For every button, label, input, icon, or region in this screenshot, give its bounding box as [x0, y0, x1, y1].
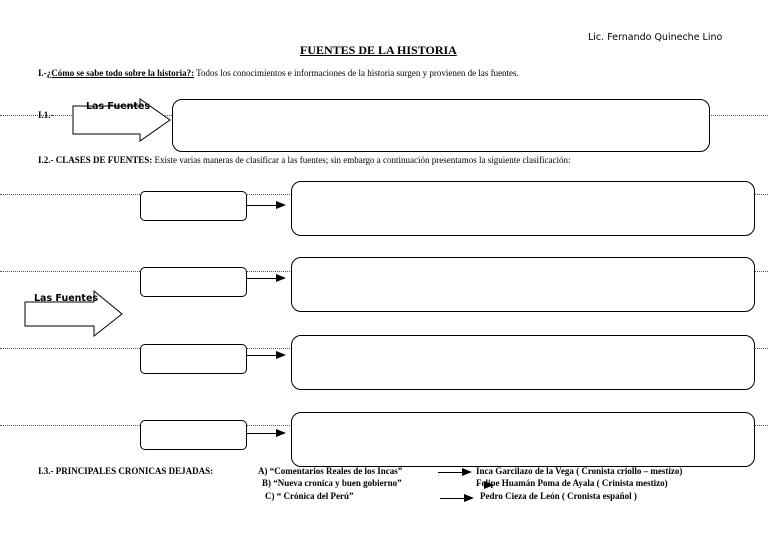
cronica-b-author: Felipe Huamán Poma de Ayala ( Crinista mestizo) — [476, 478, 668, 488]
page-title: FUENTES DE LA HISTORIA — [300, 43, 457, 57]
section-1-text: Todos los conocimientos e informaciones de la historia surgen y provienen de las fuentes. — [194, 68, 519, 78]
cronica-c — [265, 491, 354, 501]
connector-2-head — [276, 274, 286, 282]
class-box-3[interactable] — [140, 344, 247, 374]
section-1-line — [38, 68, 519, 78]
fuentes-arrow-1-label: Las Fuentes — [86, 101, 151, 112]
section-1-question: ¿Cómo se sabe todo sobre la historia?: — [46, 68, 195, 78]
section-1-3-heading-line — [38, 466, 213, 476]
class-box-2[interactable] — [140, 267, 247, 297]
section-1-1-number: I.1.- — [38, 110, 54, 120]
section-1-2-heading: CLASES DE FUENTES: — [55, 155, 153, 165]
cronica-a-title: “Comentarios Reales de los Incas” — [269, 466, 403, 476]
section-1-number: I.- — [38, 68, 47, 78]
fuentes-arrow-2-label: Las Fuentes — [34, 293, 99, 304]
cronica-b-title: “Nueva cronica y buen gobierno” — [273, 478, 402, 488]
class-box-4[interactable] — [140, 420, 247, 450]
connector-1-head — [276, 201, 286, 209]
cronica-c-letter: C) — [265, 491, 275, 501]
cronica-a-letter: A) — [258, 466, 268, 476]
author-name: Lic. Fernando Quineche Lino — [588, 32, 723, 43]
class-answer-box-1[interactable] — [291, 181, 755, 236]
connector-1 — [246, 205, 276, 206]
connector-2 — [246, 278, 276, 279]
section-1-2-line — [38, 155, 570, 165]
cronica-c-connector — [440, 498, 466, 499]
cronica-c-author: Pedro Cieza de León ( Cronista español ) — [480, 491, 637, 501]
cronica-b-letter: B) — [262, 478, 271, 488]
class-box-1[interactable] — [140, 191, 247, 221]
answer-box-1[interactable] — [172, 99, 710, 152]
connector-3-head — [276, 351, 286, 359]
connector-4-head — [276, 429, 286, 437]
class-answer-box-2[interactable] — [291, 257, 755, 312]
section-1-2-text: Existe varias maneras de clasificar a las fuentes; sin embargo a continuación presentamos la siguiente clasificación: — [152, 155, 571, 165]
connector-4 — [246, 433, 276, 434]
cronica-a — [258, 466, 402, 476]
cronica-c-connector-head — [464, 494, 474, 502]
connector-3 — [246, 355, 276, 356]
class-answer-box-3[interactable] — [291, 335, 755, 390]
class-answer-box-4[interactable] — [291, 412, 755, 467]
cronica-a-author: Inca Garcilazo de la Vega ( Cronista criollo – mestizo) — [476, 466, 683, 476]
cronica-b — [262, 478, 402, 488]
cronica-c-title: “ Crónica del Perú” — [276, 491, 354, 501]
cronica-a-connector-head — [462, 468, 472, 476]
section-1-3-heading: PRINCIPALES CRONICAS DEJADAS: — [55, 466, 214, 476]
cronica-a-connector — [438, 472, 464, 473]
section-1-3-number: I.3.- — [38, 466, 54, 476]
section-1-2-number: I.2.- — [38, 155, 54, 165]
